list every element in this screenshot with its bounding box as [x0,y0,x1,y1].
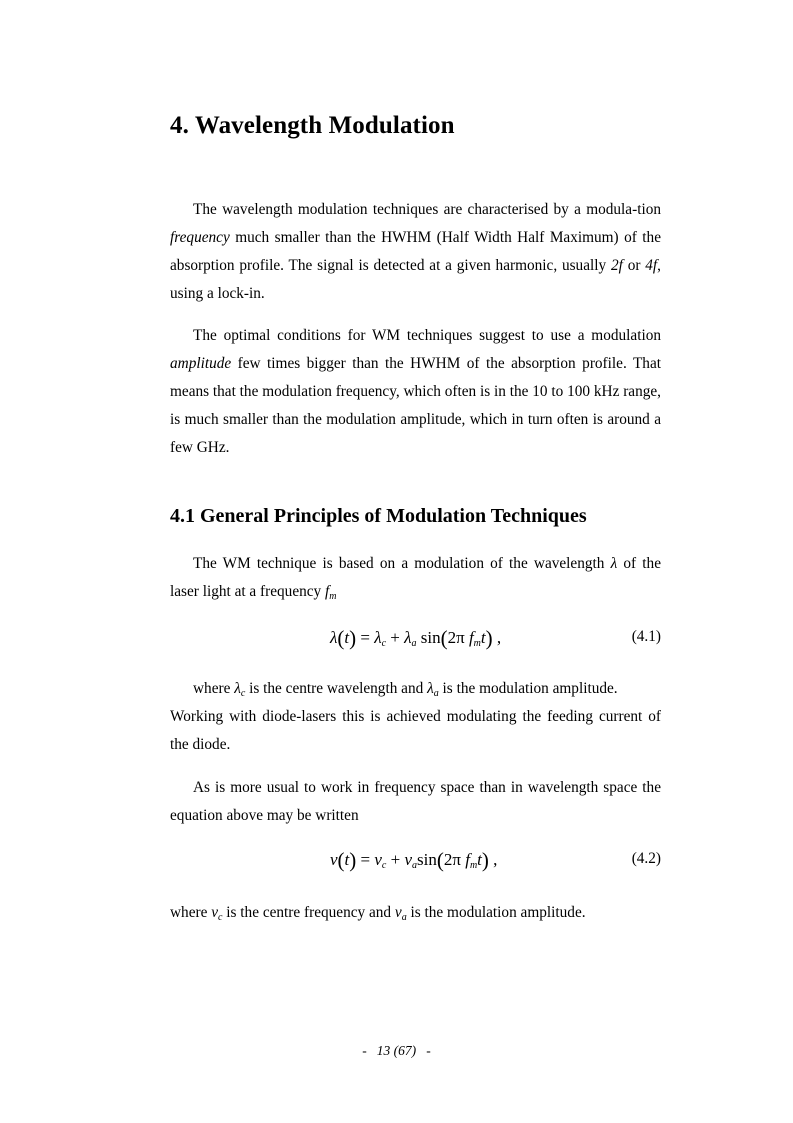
equation-number: (4.2) [631,850,661,867]
equation-4-2 [170,846,661,876]
text-run: The WM technique is based on a modulation of the wavelength [193,555,611,572]
text-run: , using a lock-in. [170,257,661,302]
text-run: The wavelength modulation techniques are characterised by a modula-tion [193,201,661,218]
equation-number: (4.1) [631,628,661,645]
paragraph-where-nu [170,899,661,927]
page-number: - 13 (67) - [362,1043,431,1058]
emphasis-2f: 2f [610,257,623,274]
text-run: where [170,904,212,921]
paragraph-intro [170,196,661,308]
lambda-symbol: λ [234,680,241,697]
emphasis-4f: 4f [645,257,658,274]
text-run: is the modulation amplitude. [438,680,618,697]
subscript-a: a [401,912,407,923]
text-run: The optimal conditions for WM techniques suggest to use a modulation [193,327,661,344]
lambda-symbol: λ [427,680,434,697]
equation-body: $\nu(t) = \nu_c + \nu_a\sin(2\pi$ $f_mt$) , [330,848,498,872]
text-run: of the laser light at a frequency [170,555,661,600]
emphasis-amplitude: amplitude [170,355,232,372]
text-run: few times bigger than the HWHM of the absorption profile. That means that the modulation frequency, which often is in the 10 to 100 kHz range, is much smaller than the modulation amplitude, which in turn often is around a few GHz. [170,355,661,456]
emphasis-frequency: frequency [170,229,230,246]
chapter-title: 4. Wavelength Modulation [170,112,455,139]
paragraph-wm-technique [170,550,661,606]
section-title: 4.1 General Principles of Modulation Techniques [170,505,587,527]
lambda-symbol: λ [610,555,618,572]
text-run: where [193,680,235,697]
equation-4-1 [170,624,661,654]
f-symbol: f [325,583,330,600]
text-run: is the centre frequency and [222,904,395,921]
text-run: is the centre wavelength and [245,680,428,697]
text-run: is the modulation amplitude. [406,904,586,921]
subscript-c: c [240,688,246,699]
text-run: or [622,257,646,274]
paragraph-where-lambda [170,675,661,703]
text-run: much smaller than the HWHM (Half Width Half Maximum) of the absorption profile. The signal is detected at a given harmonic, usually [170,229,661,274]
nu-symbol: ν [394,904,402,921]
nu-symbol: ν [211,904,218,921]
paragraph-frequency-space: As is more usual to work in frequency space than in wavelength space the equation above may be written [170,779,661,824]
subscript-c: c [218,912,223,923]
subscript-m: m [329,591,337,602]
equation-body: $\lambda(t) = \lambda_c + \lambda_a$ sin(2π $f_mt$) , [330,626,502,650]
subscript-a: a [433,688,439,699]
paragraph-diode-lasers: Working with diode-lasers this is achieved modulating the feeding current of the diode. [170,708,661,753]
paragraph-optimal-conditions [170,322,661,462]
